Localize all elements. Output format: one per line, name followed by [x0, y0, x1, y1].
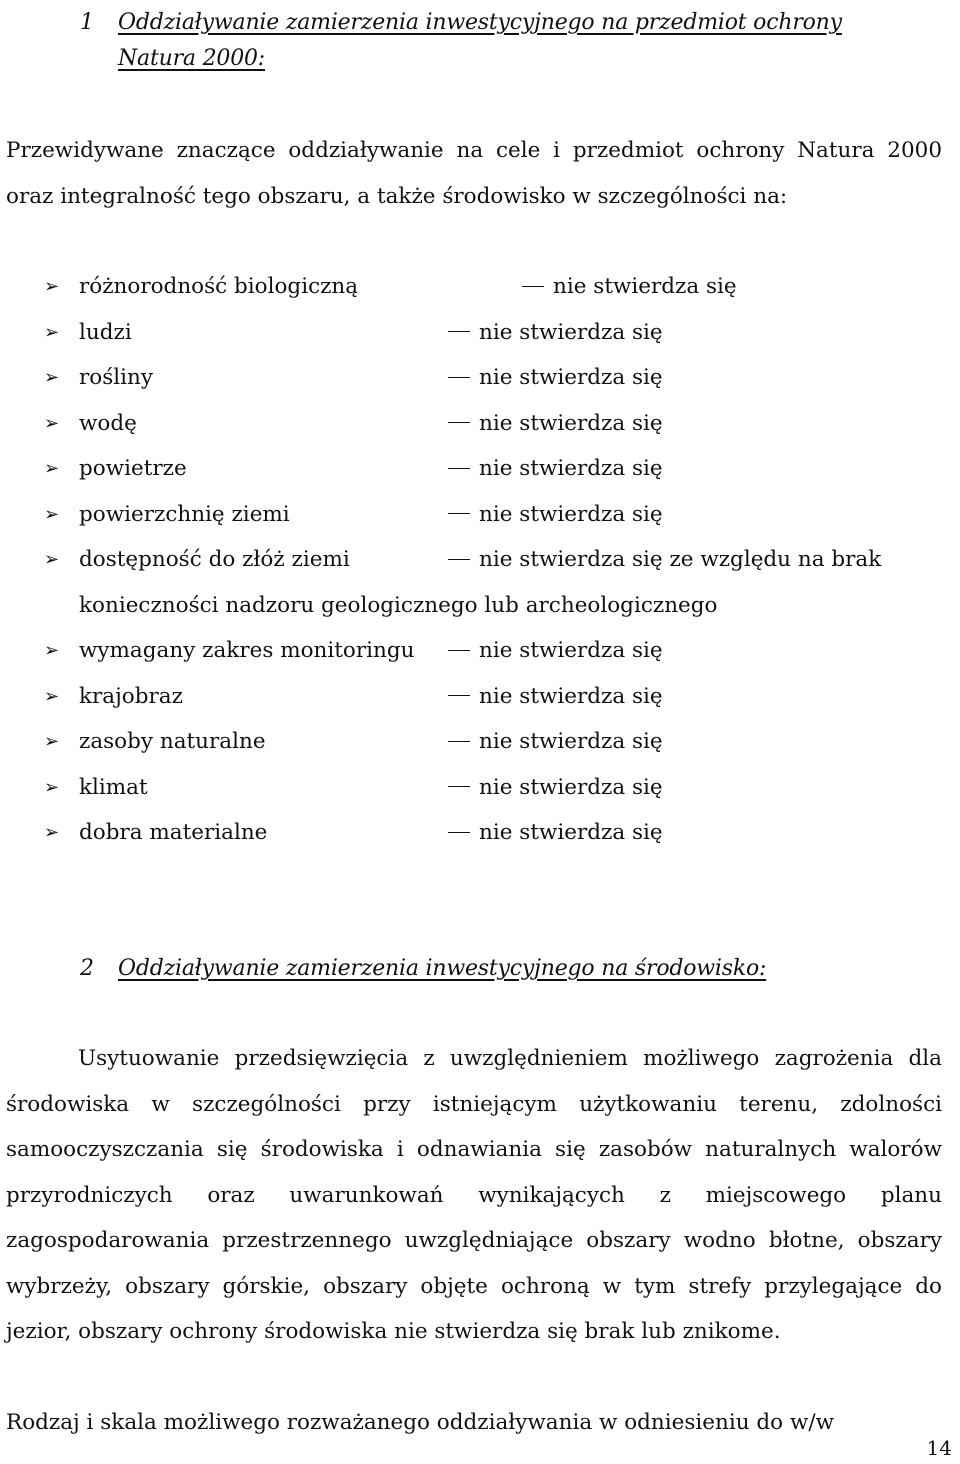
item-value: nie stwierdza się ze względu na brak: [448, 537, 881, 583]
dash-icon: [448, 832, 470, 833]
list-item: [0, 401, 960, 447]
arrowhead-bullet-icon: ➢: [44, 367, 60, 388]
item-label: powietrze: [79, 456, 187, 481]
arrowhead-bullet-icon: ➢: [44, 321, 60, 343]
dash-icon: [448, 468, 470, 469]
arrowhead-bullet-icon: ➢: [44, 776, 60, 798]
item-value: nie stwierdza się: [448, 810, 663, 856]
arrowhead-bullet-icon: ➢: [44, 503, 60, 525]
item-label: klimat: [79, 774, 148, 800]
list-item: [0, 674, 960, 720]
section-1-title-line-1: Oddziaływanie zamierzenia inwestycyjnego na przedmiot ochrony: [118, 10, 842, 35]
item-value: nie stwierdza się: [448, 674, 663, 720]
dash-icon: [448, 650, 470, 651]
item-label: dobra materialne: [79, 820, 268, 845]
list-item: [0, 719, 960, 765]
dash-icon: [448, 331, 470, 332]
next-paragraph: [6, 1400, 942, 1446]
list-item: [0, 310, 960, 356]
item-value: nie stwierdza się: [448, 446, 663, 492]
item-label: różnorodność biologiczną: [79, 274, 359, 299]
item-label: ludzi: [79, 319, 132, 345]
item-value: nie stwierdza się: [448, 310, 663, 356]
item-label: krajobraz: [79, 683, 183, 709]
arrowhead-bullet-icon: ➢: [44, 549, 60, 570]
item-value: nie stwierdza się: [448, 765, 663, 811]
arrowhead-bullet-icon: ➢: [44, 276, 60, 297]
section-2-number: 2: [80, 956, 94, 981]
section-1-number: 1: [80, 10, 94, 35]
assessment-list: [0, 264, 960, 856]
item-label: rośliny: [79, 365, 154, 390]
list-item: [0, 537, 960, 583]
dash-icon: [448, 695, 470, 696]
list-item: [0, 264, 960, 310]
page-number: 14: [926, 1436, 952, 1460]
section-2-title: Oddziaływanie zamierzenia inwestycyjnego na środowisko:: [118, 956, 767, 981]
list-item: [0, 810, 960, 856]
list-item: [0, 492, 960, 538]
section-2-paragraph: [6, 1036, 942, 1355]
list-item: [0, 628, 960, 674]
arrowhead-bullet-icon: ➢: [44, 458, 60, 479]
list-item: [0, 765, 960, 811]
item-label: powierzchnię ziemi: [79, 501, 290, 527]
arrowhead-bullet-icon: ➢: [44, 685, 60, 707]
item-value: nie stwierdza się: [448, 628, 663, 674]
item-label: konieczności nadzoru geologicznego lub archeologicznego: [79, 592, 718, 618]
arrowhead-bullet-icon: ➢: [44, 731, 60, 752]
section-2-heading: [80, 946, 766, 992]
dash-icon: [522, 286, 544, 287]
dash-icon: [448, 559, 470, 560]
item-label: wodę: [79, 410, 137, 436]
arrowhead-bullet-icon: ➢: [44, 412, 60, 434]
dash-icon: [448, 741, 470, 742]
item-value: nie stwierdza się: [448, 355, 663, 401]
item-value: nie stwierdza się: [522, 264, 737, 310]
list-item-continuation: [0, 583, 960, 629]
arrowhead-bullet-icon: ➢: [44, 822, 60, 843]
section-1-title-line-2: Natura 2000:: [118, 46, 266, 71]
section-1-intro-text: Przewidywane znaczące oddziaływanie na cele i przedmiot ochrony Natura 2000 oraz integralność tego obszaru, a także środowisko w szczególności na:: [6, 138, 942, 209]
list-item: [0, 446, 960, 492]
item-value: nie stwierdza się: [448, 492, 663, 538]
dash-icon: [448, 786, 470, 787]
next-paragraph-text: Rodzaj i skala możliwego rozważanego oddziaływania w odniesieniu do w/w: [6, 1410, 834, 1435]
item-value: nie stwierdza się: [448, 401, 663, 447]
item-value: nie stwierdza się: [448, 719, 663, 765]
list-item: [0, 355, 960, 401]
item-label: zasoby naturalne: [79, 729, 266, 754]
section-2-paragraph-text: Usytuowanie przedsięwzięcia z uwzględnieniem możliwego zagrożenia dla środowiska w szczególności przy istniejącym użytkowaniu terenu, zdolności samooczyszczania się środowiska i odnawiania się zasobów naturalnych walorów przyrodniczych oraz uwarunkowań wynikających z miejscowego planu zagospodarowania przestrzennego uwzględniające obszary wodno błotne, obszary wybrzeży, obszary górskie, obszary objęte ochroną w tym strefy przylegające do jezior, obszary ochrony środowiska nie stwierdza się brak lub znikome.: [6, 1046, 942, 1344]
section-1-intro: [6, 128, 942, 219]
dash-icon: [448, 377, 470, 378]
dash-icon: [448, 422, 470, 423]
arrowhead-bullet-icon: ➢: [44, 640, 60, 661]
item-label: dostępność do złóż ziemi: [79, 547, 350, 572]
dash-icon: [448, 513, 470, 514]
item-label: wymagany zakres monitoringu: [79, 638, 415, 663]
